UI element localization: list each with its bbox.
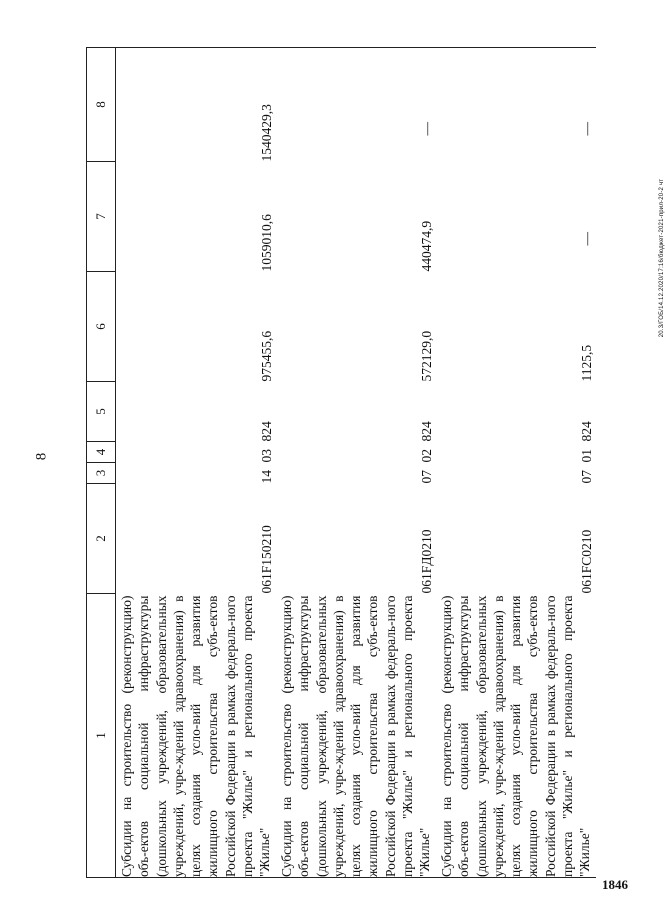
target-article-code: 061F150210 [259, 525, 275, 594]
table-header-row [87, 48, 116, 878]
table-row [436, 48, 596, 878]
dash-value: — [579, 122, 595, 136]
folio-number: 1846 [602, 877, 628, 892]
target-article-code: 061FС0210 [579, 529, 595, 594]
document-stamp: 20.3/ГОБ/14.12.2020/17:16/бюджет-2021-прил-20-2 чт [659, 178, 665, 338]
table-row [276, 48, 436, 878]
amount-year-1: 572129,0 [419, 330, 435, 382]
column-header: 4 [87, 442, 116, 463]
column-header: 6 [87, 272, 116, 382]
section-code: 07 [579, 470, 595, 484]
section-code: 14 [259, 470, 275, 484]
column-header: 8 [87, 48, 116, 162]
expense-type-code: 824 [259, 421, 275, 442]
amount-year-3 [436, 48, 596, 162]
dash-value: — [419, 122, 435, 136]
column-header: 1 [87, 594, 116, 878]
dash-value: — [579, 232, 595, 246]
target-article-code: 061FД0210 [419, 529, 435, 594]
rotated-page-content [86, 48, 595, 878]
column-header: 7 [87, 162, 116, 272]
expense-type-code: 824 [579, 421, 595, 442]
subsection-code: 02 [419, 449, 435, 463]
amount-year-2: 440474,9 [419, 220, 435, 272]
amount-year-3 [276, 48, 436, 162]
amount-year-1: 1125,5 [579, 344, 595, 382]
column-header: 5 [87, 382, 116, 442]
amount-year-2: 1059010,6 [259, 214, 275, 272]
expense-type-code: 824 [419, 421, 435, 442]
amount-year-3: 1540429,3 [116, 48, 276, 162]
amount-year-1: 975455,6 [259, 330, 275, 382]
row-description: Субсидии на строительство (реконструкцию) объ-ектов социальной инфраструктуры (дошкольных учреждений, образовательных учреждений, учре-ждений здравоохранения) в целях создания усло-вий для развития жилищного строительства субъ-ектов Российской Федерации в рамках федераль-ного проекта "Жилье" и регионального проекта "Жилье" [276, 594, 436, 878]
row-description: Субсидии на строительство (реконструкцию) объ-ектов социальной инфраструктуры (дошкольных учреждений, образовательных учреждений, учре-ждений здравоохранения) в целях создания усло-вий для развития жилищного строительства субъ-ектов Российской Федерации в рамках федераль-ного проекта "Жилье" и регионального проекта "Жилье" [436, 594, 596, 878]
section-code: 07 [419, 470, 435, 484]
subsection-code: 01 [579, 449, 595, 463]
budget-table [86, 47, 596, 878]
page-number: 8 [33, 452, 50, 461]
column-header: 2 [87, 484, 116, 594]
table-row [116, 48, 276, 878]
subsection-code: 03 [259, 449, 275, 463]
column-header: 3 [87, 463, 116, 484]
row-description: Субсидии на строительство (реконструкцию) объ-ектов социальной инфраструктуры (дошкольных учреждений, образовательных учреждений, учре-ждений здравоохранения) в целях создания усло-вий для развития жилищного строительства субъ-ектов Российской Федерации в рамках федераль-ного проекта "Жилье" и регионального проекта "Жилье" [116, 594, 276, 878]
amount-year-2 [436, 162, 596, 272]
